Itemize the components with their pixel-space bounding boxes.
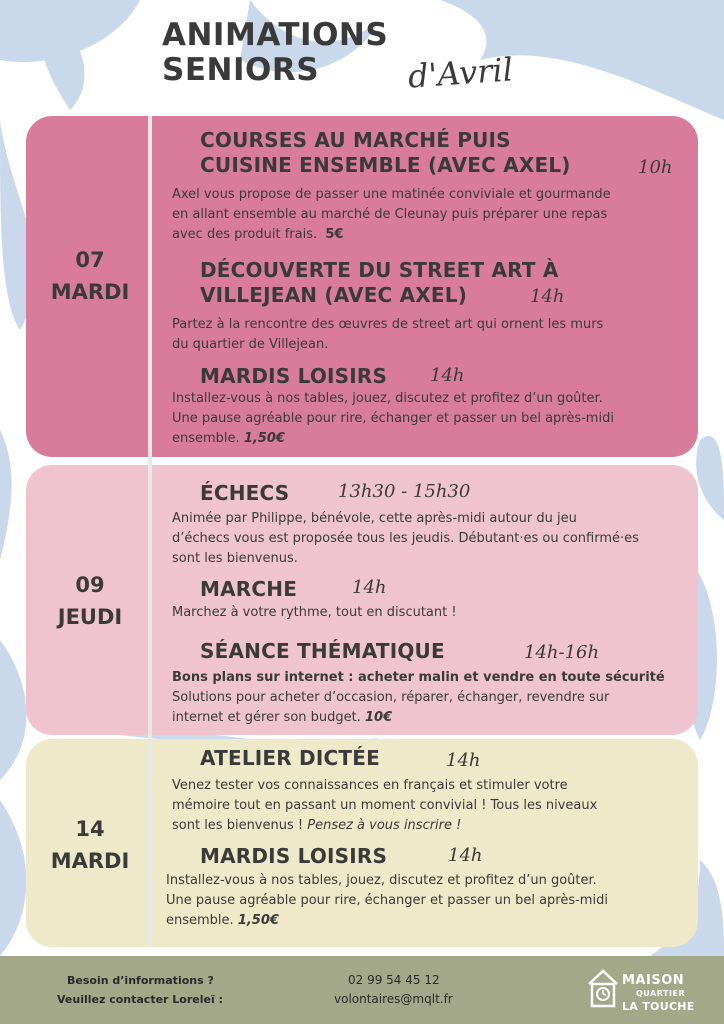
- activity-note: Pensez à vous inscrire !: [307, 818, 462, 833]
- title-month-script: d'Avril: [406, 50, 515, 96]
- activity-description: Installez-vous à nos tables, jouez, discutez et profitez d’un goûter. Une pause agréable pour rire, échanger et passer un bel après-midi ensemble. 1,50€: [172, 391, 614, 446]
- activity-price: 10€: [365, 710, 393, 725]
- activity-description: Marchez à votre rythme, tout en discutant !: [172, 605, 457, 620]
- activity-price: 1,50€: [243, 431, 285, 446]
- activity-time: 14h: [352, 577, 387, 598]
- info-label: Besoin d’informations ?: [67, 974, 214, 987]
- activity-time: 14h: [530, 286, 565, 307]
- activity-price: 1,50€: [237, 913, 279, 928]
- activity-price: 5€: [325, 227, 344, 242]
- day-name: MARDI: [50, 280, 130, 304]
- day-number: 09: [75, 573, 105, 597]
- maison-quartier-logo: MAISON QUARTIER LA TOUCHE: [622, 973, 695, 1013]
- day-name: JEUDI: [57, 605, 123, 629]
- day-label-07: [26, 244, 154, 308]
- activity-time: 10h: [638, 157, 673, 178]
- activity-title-street-art: DÉCOUVERTE DU STREET ART À VILLEJEAN (AVEC AXEL): [200, 258, 559, 307]
- activity-time: 14h: [430, 365, 465, 386]
- title-line-seniors: SENIORS: [162, 52, 320, 88]
- day-number: 07: [75, 248, 105, 272]
- activity-title-echecs: ÉCHECS: [200, 481, 290, 505]
- activity-time: 14h: [446, 750, 481, 771]
- activity-title-atelier-dictee: ATELIER DICTÉE: [200, 746, 380, 770]
- day-name: MARDI: [50, 849, 130, 873]
- activity-description: Partez à la rencontre des œuvres de street art qui ornent les murs du quartier de Villejean.: [172, 317, 604, 352]
- title-line-animations: ANIMATIONS: [162, 17, 389, 53]
- page-title: [162, 18, 388, 88]
- activity-description: Installez-vous à nos tables, jouez, discutez et profitez d’un goûter. Une pause agréable pour rire, échanger et passer un bel après-midi ensemble. 1,50€: [166, 873, 608, 928]
- contact-footer: [0, 956, 724, 1024]
- house-clock-logo-icon: [586, 968, 620, 1010]
- day-label-09: [26, 569, 154, 633]
- activity-title-mardis-loisirs: MARDIS LOISIRS: [200, 364, 388, 388]
- email-link[interactable]: volontaires@mqlt.fr: [334, 992, 453, 1006]
- activity-subtitle: Bons plans sur internet : acheter malin et vendre en toute sécurité: [172, 670, 665, 685]
- activity-title-marche: MARCHE: [200, 577, 298, 601]
- activity-description: Animée par Philippe, bénévole, cette après-midi autour du jeu d’échecs vous est proposée tous les jeudis. Débutant·es ou confirmé·es sont les bienvenus.: [172, 511, 639, 566]
- activity-title-courses-marche: COURSES AU MARCHÉ PUIS CUISINE ENSEMBLE (AVEC AXEL): [200, 128, 571, 177]
- day-label-14: [26, 813, 154, 877]
- activity-time: 13h30 - 15h30: [338, 481, 471, 502]
- activity-title-mardis-loisirs: MARDIS LOISIRS: [200, 844, 388, 868]
- contact-label: Veuillez contacter Loreleï :: [57, 993, 223, 1006]
- activity-description: Bons plans sur internet : acheter malin et vendre en toute sécurité Solutions pour acheter d’occasion, réparer, échanger, revendre sur internet et gérer son budget. 10€: [172, 670, 665, 725]
- day-number: 14: [75, 817, 105, 841]
- activity-description: Venez tester vos connaissances en français et stimuler votre mémoire tout en passant un moment convivial ! Tous les niveaux sont les bienvenus ! Pensez à vous inscrire !: [172, 778, 598, 833]
- phone-number[interactable]: 02 99 54 45 12: [348, 973, 440, 987]
- activity-time: 14h-16h: [524, 642, 600, 663]
- activity-title-seance-thematique: SÉANCE THÉMATIQUE: [200, 639, 445, 663]
- activity-time: 14h: [448, 845, 483, 866]
- activity-description: Axel vous propose de passer une matinée conviviale et gourmande en allant ensemble au marché de Cleunay puis préparer une repas avec des produit frais. 5€: [172, 187, 611, 242]
